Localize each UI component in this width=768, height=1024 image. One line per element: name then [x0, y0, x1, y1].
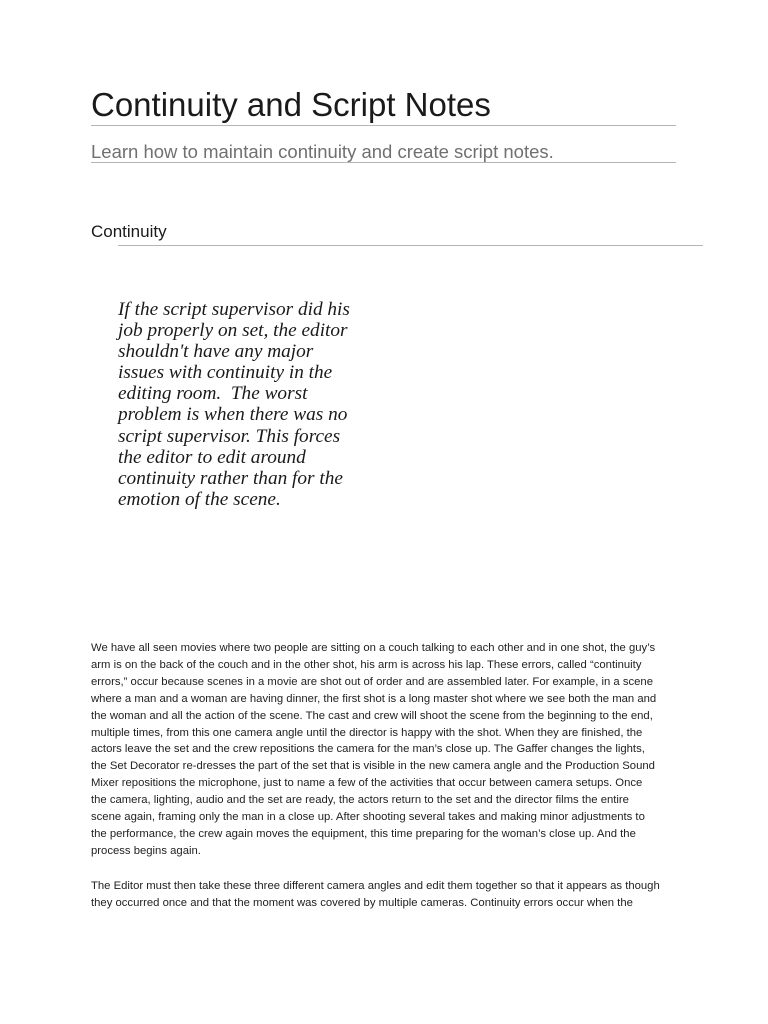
paragraph-line: process begins again. — [91, 844, 201, 857]
title-underline — [91, 125, 676, 126]
paragraph-line: scene again, framing only the man in a close up. After shooting several takes and making minor adjustments to — [91, 811, 645, 824]
paragraph-line: they occurred once and that the moment was covered by multiple cameras. Continuity errors occur when the — [91, 896, 633, 909]
paragraph-line: the woman and all the action of the scene. The cast and crew will shoot the scene from the beginning to the end, — [91, 709, 653, 722]
body-paragraph-2 — [91, 878, 660, 912]
paragraph-line: actors leave the set and the crew repositions the camera for the man’s close up. The Gaffer changes the lights, — [91, 743, 645, 756]
paragraph-line: the Set Decorator re-dresses the part of the set that is visible in the new camera angle and the Production Sound — [91, 760, 655, 773]
section-heading-continuity: Continuity — [91, 222, 167, 241]
paragraph-line: We have all seen movies where two people are sitting on a couch talking to each other and in one shot, the guy’s — [91, 642, 656, 654]
body-paragraph-1 — [91, 640, 656, 860]
paragraph-line: multiple times, from this one camera angle until the director is happy with the shot. When they are finished, the — [91, 726, 643, 739]
paragraph-line: where a man and a woman are having dinner, the first shot is a long master shot where we see both the man and — [91, 692, 657, 705]
paragraph-line: arm is on the back of the couch and in the other shot, his arm is across his lap. These errors, called “continuity — [91, 658, 642, 671]
page-subtitle: Learn how to maintain continuity and create script notes. — [91, 141, 554, 162]
paragraph-line: errors,” occur because scenes in a movie are shot out of order and are assembled later. For example, in a scene — [91, 675, 653, 688]
pull-quote: If the script supervisor did his job properly on set, the editor shouldn't have any major issues with continuity in the editing room. The worst problem is when there was no script supervisor. This forces the editor to edit around continuity rather than for the emotion of the scene. — [118, 299, 355, 510]
paragraph-line: Mixer repositions the microphone, just to name a few of the activities that occur between camera setups. Once — [91, 777, 643, 790]
paragraph-line: The Editor must then take these three different camera angles and edit them together so that it appears as though — [91, 880, 660, 892]
section-underline — [118, 245, 703, 246]
paragraph-line: the performance, the crew again moves the equipment, this time preparing for the woman’s close up. And the — [91, 827, 636, 840]
subtitle-underline — [91, 162, 676, 163]
page-title: Continuity and Script Notes — [91, 86, 491, 123]
paragraph-line: the camera, lighting, audio and the set are ready, the actors return to the set and the director films the entire — [91, 794, 629, 807]
